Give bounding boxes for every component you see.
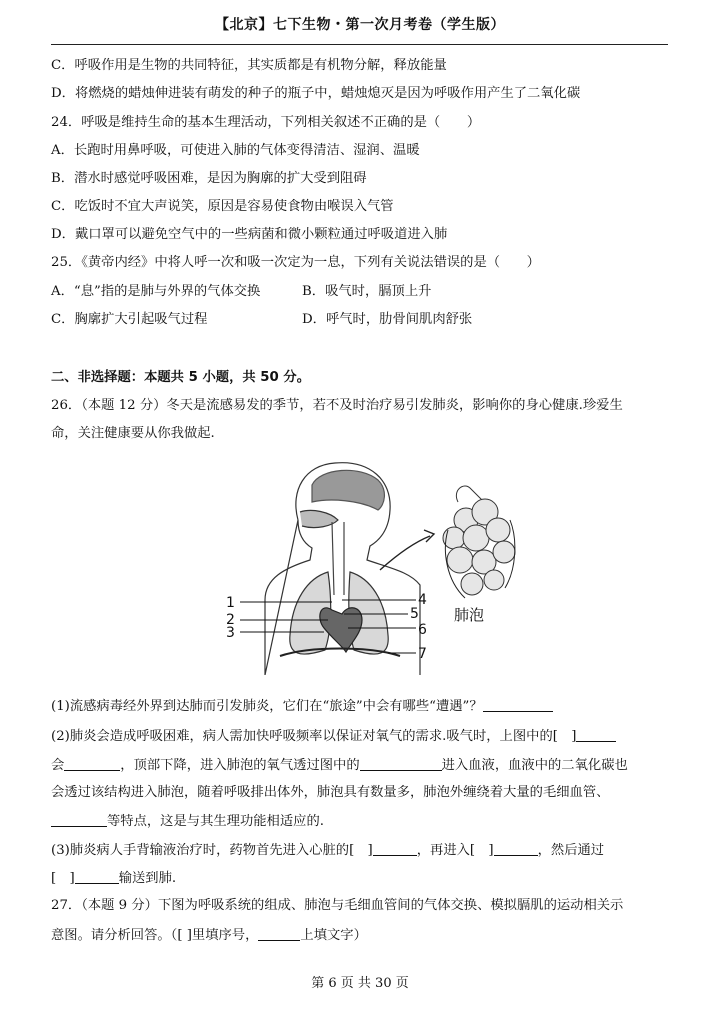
q26-intro-line-1: 26．（本题 12 分）冬天是流感易发的季节，若不及时治疗易引发肺炎，影响你的身心健康.珍爱生 [51, 398, 623, 413]
section-2-title: 二、非选择题：本题共 5 小题，共 50 分。 [51, 370, 311, 385]
q25-option-d: D．呼气时，肋骨间肌肉舒张 [302, 312, 473, 327]
answer-blank[interactable] [64, 756, 120, 771]
q23-option-d: D．将燃烧的蜡烛伸进装有萌发的种子的瓶子中，蜡烛熄灭是因为呼吸作用产生了二氧化碳 [51, 86, 581, 101]
q25-option-c: C．胸廓扩大引起吸气过程 [51, 312, 208, 327]
answer-blank[interactable] [75, 869, 119, 884]
q24-stem: 24．呼吸是维持生命的基本生理活动，下列相关叙述不正确的是（ ） [51, 115, 481, 130]
q26-part-3-text-a2: ，再进入[ ] [416, 843, 494, 858]
q26-part-2-text-b3: 进入血液，血液中的二氧化碳也 [441, 758, 628, 773]
alveolus-label: 肺泡 [454, 606, 485, 624]
q27-line-2-text-b: 上填文字） [300, 928, 367, 943]
q27-line-2 [51, 926, 367, 945]
q26-part-2-text-b2: ，顶部下降，进入肺泡的氧气透过图中的 [120, 758, 360, 773]
label-1: 1 [226, 595, 235, 611]
q24-option-a: A．长跑时用鼻呼吸，可使进入肺的气体变得清洁、湿润、温暖 [51, 143, 420, 158]
label-6: 6 [418, 622, 427, 638]
q26-part-2-line-d [51, 812, 324, 831]
q24-option-c: C．吃饭时不宜大声说笑，原因是容易使食物由喉误入气管 [51, 199, 394, 214]
q26-part-3-text-a3: ，然后通过 [537, 843, 605, 858]
label-5: 5 [410, 606, 419, 622]
alveolus-cluster-illustration [443, 486, 515, 598]
label-3: 3 [226, 625, 235, 641]
q26-part-2-line-b [51, 756, 628, 775]
q26-part-2-line-a [51, 727, 616, 746]
label-2: 2 [226, 612, 235, 628]
q24-option-b: B．潜水时感觉呼吸困难，是因为胸廓的扩大受到阻碍 [51, 171, 367, 186]
respiratory-system-figure [220, 460, 690, 675]
answer-blank[interactable] [483, 697, 553, 712]
q26-part-2-text-d: 等特点，这是与其生理功能相适应的. [107, 814, 324, 829]
q26-part-1 [51, 697, 553, 716]
answer-blank[interactable] [258, 926, 300, 941]
q25-stem: 25．《黄帝内经》中将人呼一次和吸一次定为一息，下列有关说法错误的是（ ） [51, 255, 540, 270]
arrow-to-alveolus [380, 536, 430, 570]
q26-part-2-text-b1: 会 [51, 758, 65, 773]
answer-blank[interactable] [576, 727, 616, 742]
page-header-title: 【北京】七下生物・第一次月考卷（学生版） [215, 17, 505, 33]
label-4: 4 [418, 592, 427, 608]
q25-option-b: B．吸气时，膈顶上升 [302, 284, 432, 299]
answer-blank[interactable] [373, 841, 417, 856]
q26-part-3-text-a1: (3)肺炎病人手背输液治疗时，药物首先进入心脏的[ ] [51, 843, 373, 858]
answer-blank[interactable] [494, 841, 538, 856]
q26-part-2-text-a: (2)肺炎会造成呼吸困难，病人需加快呼吸频率以保证对氧气的需求.吸气时，上图中的[ ] [51, 729, 577, 744]
q26-part-1-text: (1)流感病毒经外界到达肺而引发肺炎，它们在“旅途”中会有哪些“遭遇”？ [51, 699, 483, 714]
q27-line-2-text-a: 意图。请分析回答。（[ ]里填序号， [51, 928, 259, 943]
q26-part-2-line-c: 会透过该结构进入肺泡，随着呼吸排出体外，肺泡具有数量多，肺泡外缠绕着大量的毛细血管、 [51, 785, 610, 800]
header-divider [51, 44, 668, 45]
label-7: 7 [418, 646, 427, 662]
q25-option-a: A．“息”指的是肺与外界的气体交换 [51, 284, 261, 299]
q26-intro-line-2: 命，关注健康要从你我做起. [51, 426, 215, 441]
answer-blank[interactable] [360, 756, 442, 771]
q26-part-3-text-b2: 输送到肺. [118, 871, 177, 886]
q26-part-3-line-a [51, 841, 604, 860]
q27-line-1: 27．（本题 9 分）下图为呼吸系统的组成、肺泡与毛细血管间的气体交换、模拟膈肌的运动相关示 [51, 898, 624, 913]
human-torso-illustration [265, 463, 420, 675]
q26-part-3-text-b1: [ ] [51, 871, 75, 886]
q23-option-c: C．呼吸作用是生物的共同特征，其实质都是有机物分解，释放能量 [51, 58, 447, 73]
answer-blank[interactable] [51, 812, 107, 827]
q24-option-d: D．戴口罩可以避免空气中的一些病菌和微小颗粒通过呼吸道进入肺 [51, 227, 448, 242]
q26-part-3-line-b [51, 869, 176, 888]
page-number-footer: 第 6 页 共 30 页 [311, 976, 409, 991]
